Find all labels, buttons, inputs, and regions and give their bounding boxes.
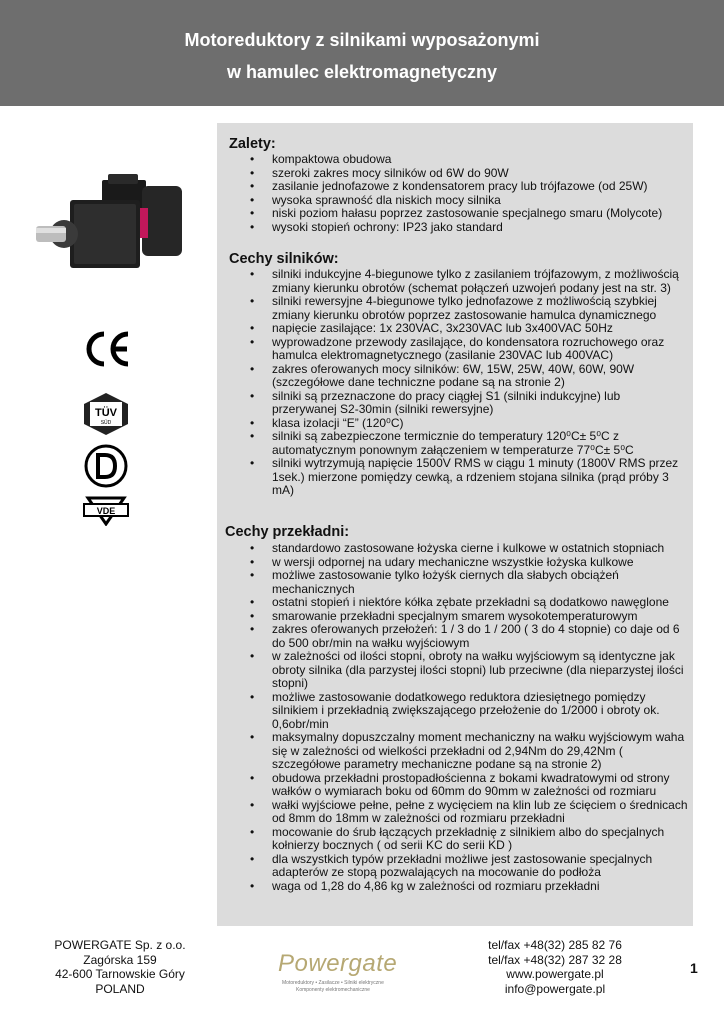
- website-link[interactable]: www.powergate.pl: [506, 967, 604, 981]
- vde-mark-icon: [82, 494, 130, 526]
- przekladnie-list: [272, 542, 690, 893]
- logo-wordmark: Powergate: [278, 950, 398, 977]
- list-item: • obudowa przekładni prostopadłościenna z bokami kwadratowymi od strony wałków o wymiarach boku od 60mm do 90mm w zależności od rozmiaru: [272, 772, 690, 799]
- d-mark-icon: [84, 444, 128, 488]
- phone-1: tel/fax +48(32) 285 82 76: [488, 938, 622, 952]
- list-item: • zakres oferowanych przełożeń: 1 / 3 do 1 / 200 ( 3 do 4 stopnie) co daje od 6 do 500 obr/min na wałku wyjściowym: [272, 623, 690, 650]
- page-title-line1: Motoreduktory z silnikami wyposażonymi: [184, 30, 540, 50]
- address-city: 42-600 Tarnowskie Góry: [55, 967, 185, 981]
- list-item: • silniki wytrzymują napięcie 1500V RMS w ciągu 1 minuty (1800V RMS przez 1sek.) mierzone pomiędzy cewką, a rdzeniem stojana silnika (prąd próby 3 mA): [272, 457, 686, 498]
- list-item: • kompaktowa obudowa: [272, 153, 682, 167]
- list-item: • silniki indukcyjne 4-biegunowe tylko z zasilaniem trójfazowym, z możliwością zmiany kierunku obrotów (schemat połączeń uzwojeń podany jest na str. 3): [272, 268, 686, 295]
- list-item: • wałki wyjściowe pełne, pełne z wycięciem na klin lub ze ścięciem o średnicach od 8mm do 18mm w zależności od rozmiaru przekładni: [272, 799, 690, 826]
- zalety-title: Zalety:: [229, 136, 276, 152]
- list-item: • szeroki zakres mocy silników od 6W do 90W: [272, 167, 682, 181]
- logo-tagline-1: Motoreduktory • Zasilacze • Silniki elektryczne: [282, 980, 384, 986]
- list-item: • smarowanie przekładni specjalnym smarem wysokotemperaturowym: [272, 610, 690, 624]
- list-item: • maksymalny dopuszczalny moment mechaniczny na wałku wyjściowym waha się w zależności od wielkości przekładni od 2,94Nm do 29,42Nm ( szczegółowe parametry mechaniczne podane są na stronie 2): [272, 731, 690, 772]
- list-item: • standardowo zastosowane łożyska cierne i kulkowe w ostatnich stopniach: [272, 542, 690, 556]
- list-item: • wysoka sprawność dla niskich mocy silnika: [272, 194, 682, 208]
- list-item: • możliwe zastosowanie tylko łożyśk ciernych dla słabych obciążeń mechanicznych: [272, 569, 690, 596]
- list-item: • wysoki stopień ochrony: IP23 jako standard: [272, 221, 682, 235]
- tuv-top-text: TÜV: [95, 407, 117, 419]
- page-title-line2: w hamulec elektromagnetyczny: [226, 62, 498, 82]
- silniki-title: Cechy silników:: [229, 251, 339, 267]
- list-item: • zakres oferowanych mocy silników: 6W, 15W, 25W, 40W, 60W, 90W (szczegółowe dane techniczne podane są na stronie 2): [272, 363, 686, 390]
- email-link[interactable]: info@powergate.pl: [504, 981, 606, 996]
- list-item: • silniki są przeznaczone do pracy ciągłej S1 (silniki indukcyjne) lub przerywanej S2-30min (silniki rewersyjne): [272, 390, 686, 417]
- list-item: • ostatni stopień i niektóre kółka zębate przekładni są dodatkowo nawęglone: [272, 596, 690, 610]
- zalety-list: [272, 153, 682, 234]
- page-number: 1: [690, 960, 698, 976]
- tuv-sud-icon: [82, 392, 130, 436]
- page-header: [0, 0, 724, 106]
- list-item: • napięcie zasilające: 1x 230VAC, 3x230VAC lub 3x400VAC 50Hz: [272, 322, 686, 336]
- list-item: • silniki rewersyjne 4-biegunowe tylko jednofazowe z możliwością szybkiej zmiany kierunku obrotów poprzez zastosowanie hamulca dynamicznego: [272, 295, 686, 322]
- silniki-list: [272, 268, 686, 498]
- company-address: [40, 938, 200, 996]
- list-item: • możliwe zastosowanie dodatkowego reduktora dziesiętnego pomiędzy silnikiem i przekładnią zwiększającego przełożenie do 1/2000 i obroty ok. 0,6obr/min: [272, 691, 690, 732]
- company-name: POWERGATE Sp. z o.o.: [54, 938, 186, 952]
- list-item: • w wersji odpornej na udary mechaniczne wszystkie łożyska kulkowe: [272, 556, 690, 570]
- contact-info: [470, 938, 640, 996]
- vde-text: VDE: [96, 506, 116, 516]
- list-item: • waga od 1,28 do 4,86 kg w zależności od rozmiaru przekładni: [272, 880, 690, 894]
- list-item: • niski poziom hałasu poprzez zastosowanie specjalnego smaru (Molycote): [272, 207, 682, 221]
- list-item: • w zależności od ilości stopni, obroty na wałku wyjściowym są identyczne jak obroty silnika (dla parzystej ilości stopni) lub przeciwne (dla nieparzystej ilości stopni): [272, 650, 690, 691]
- list-item: • mocowanie do śrub łączących przekładnię z silnikiem albo do specjalnych kołnierzy bocznych ( od serii KC do serii KD ): [272, 826, 690, 853]
- przekladnie-title: Cechy przekładni:: [225, 524, 350, 540]
- address-street: Zagórska 159: [83, 952, 157, 967]
- list-item: • silniki są zabezpieczone termicznie do temperatury 120⁰C± 5⁰C z automatycznym ponownym załączeniem w temperaturze 77⁰C± 5⁰C: [272, 430, 686, 457]
- tuv-bottom-text: SÜD: [100, 420, 112, 426]
- ce-mark-icon: [84, 330, 132, 368]
- list-item: • wyprowadzone przewody zasilające, do kondensatora rozruchowego oraz hamulca elektromagnetycznego (zasilanie 230VAC lub 400VAC): [272, 336, 686, 363]
- address-country: POLAND: [95, 981, 145, 996]
- list-item: • klasa izolacji “E” (120⁰C): [272, 417, 686, 431]
- list-item: • dla wszystkich typów przekładni możliwe jest zastosowanie specjalnych adapterów ze stopą pozwalających na mocowanie do podłoża: [272, 853, 690, 880]
- powergate-logo: [276, 950, 406, 995]
- motor-gearbox-image: [30, 168, 190, 278]
- phone-2: tel/fax +48(32) 287 32 28: [488, 952, 622, 967]
- list-item: • zasilanie jednofazowe z kondensatorem pracy lub trójfazowe (od 25W): [272, 180, 682, 194]
- logo-tagline-2: Komponenty elektromechaniczne: [296, 987, 370, 993]
